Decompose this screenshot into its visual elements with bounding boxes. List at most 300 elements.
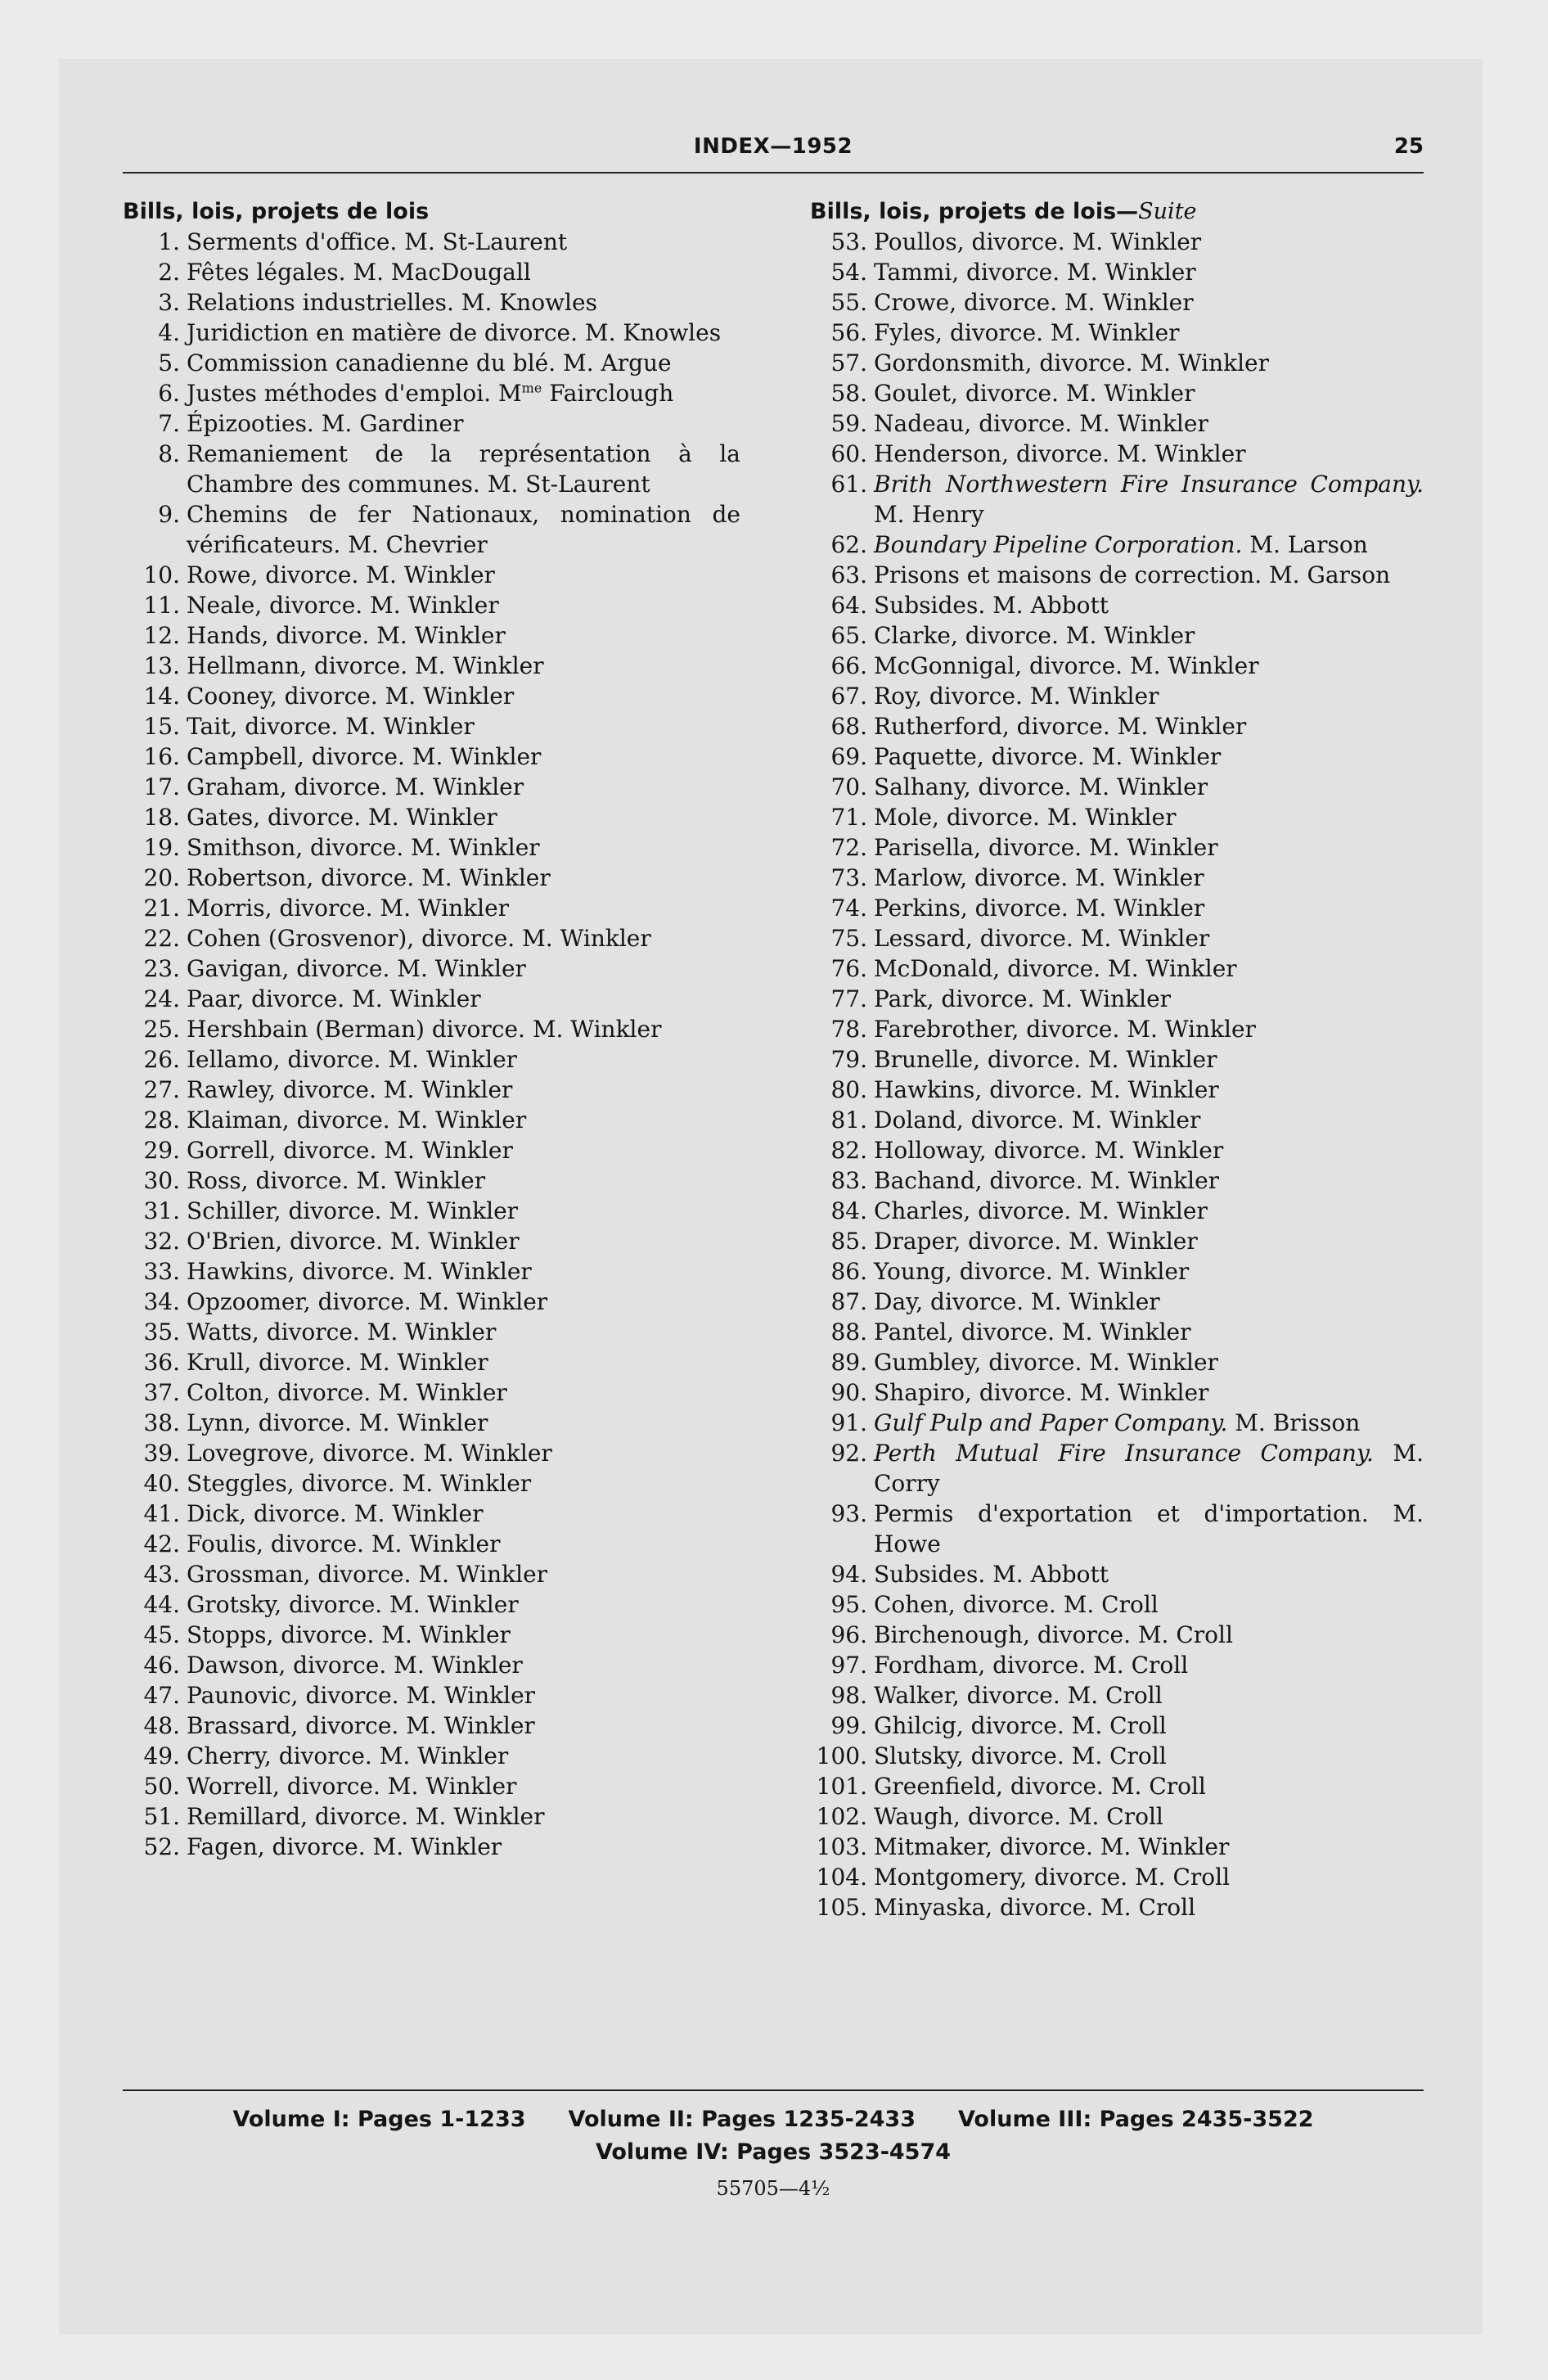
entry-text: Ghilcig, divorce. M. Croll — [874, 1712, 1167, 1739]
index-entry — [123, 1741, 740, 1771]
entry-number: 30. — [143, 1167, 180, 1194]
index-entry — [810, 1044, 1424, 1075]
entry-number: 88. — [830, 1318, 867, 1346]
entry-number: 68. — [830, 713, 867, 740]
entry-number: 62. — [830, 531, 867, 558]
index-entry — [810, 1287, 1424, 1317]
index-entry — [810, 923, 1424, 953]
index-entry — [123, 1650, 740, 1680]
index-entry — [810, 1680, 1424, 1711]
entry-number: 38. — [143, 1409, 180, 1436]
entry-text: Smithson, divorce. M. Winkler — [187, 834, 540, 861]
entry-text: Colton, divorce. M. Winkler — [187, 1379, 507, 1406]
entry-number: 15. — [143, 713, 180, 740]
index-entry — [123, 408, 740, 439]
entry-text: Subsides. M. Abbott — [874, 1561, 1109, 1588]
index-entry — [810, 530, 1424, 560]
entry-number: 99. — [830, 1712, 867, 1739]
index-entry — [810, 1620, 1424, 1650]
entry-text: Gumbley, divorce. M. Winkler — [874, 1349, 1218, 1376]
entry-number: 61. — [830, 471, 867, 498]
entry-number: 92. — [830, 1440, 867, 1467]
entry-number: 83. — [830, 1167, 867, 1194]
entry-text: Hellmann, divorce. M. Winkler — [187, 652, 544, 679]
entry-number: 86. — [830, 1258, 867, 1285]
entry-number: 3. — [158, 289, 180, 316]
entry-number: 89. — [830, 1349, 867, 1376]
entry-number: 13. — [143, 652, 180, 679]
entry-number: 41. — [143, 1500, 180, 1527]
entry-text: Marlow, divorce. M. Winkler — [874, 864, 1204, 891]
index-entry — [810, 560, 1424, 590]
entry-number: 19. — [143, 834, 180, 861]
entry-text: McGonnigal, divorce. M. Winkler — [874, 652, 1259, 679]
entry-number: 28. — [143, 1107, 180, 1134]
entry-text: Day, divorce. M. Winkler — [874, 1288, 1160, 1315]
index-entry — [810, 1226, 1424, 1256]
index-entry — [810, 681, 1424, 711]
entry-number: 97. — [830, 1652, 867, 1679]
entry-text: Parisella, divorce. M. Winkler — [874, 834, 1218, 861]
volume-3-pages: Volume III: Pages 2435-3522 — [958, 2107, 1314, 2132]
index-entry — [810, 1741, 1424, 1771]
index-entry — [123, 1347, 740, 1377]
entry-number: 102. — [816, 1803, 867, 1830]
index-entry — [810, 287, 1424, 318]
left-column-heading: Bills, lois, projets de lois — [123, 199, 430, 224]
index-entry — [123, 1468, 740, 1499]
index-entry — [123, 1256, 740, 1287]
entry-number: 84. — [830, 1197, 867, 1224]
index-entry — [123, 953, 740, 984]
left-column — [123, 196, 740, 1862]
index-entry — [810, 1438, 1424, 1499]
entry-text: Mitmaker, divorce. M. Winkler — [874, 1833, 1230, 1860]
entry-text: Commission canadienne du blé. M. Argue — [187, 349, 672, 376]
index-entry — [123, 499, 740, 560]
entry-number: 32. — [143, 1228, 180, 1255]
index-entry — [123, 1438, 740, 1468]
index-entry — [123, 681, 740, 711]
entry-number: 72. — [830, 834, 867, 861]
entry-number: 10. — [143, 561, 180, 588]
index-entry — [123, 560, 740, 590]
entry-text: Goulet, divorce. M. Winkler — [874, 380, 1195, 407]
volume-2-pages: Volume II: Pages 1235-2433 — [568, 2107, 916, 2132]
entry-number: 44. — [143, 1591, 180, 1618]
entry-number: 63. — [830, 561, 867, 588]
index-entry — [123, 1529, 740, 1559]
entry-text: Holloway, divorce. M. Winkler — [874, 1137, 1224, 1164]
right-entry-list — [810, 227, 1424, 1922]
index-entry — [123, 1832, 740, 1862]
entry-text: O'Brien, divorce. M. Winkler — [187, 1228, 520, 1255]
entry-text: Rutherford, divorce. M. Winkler — [874, 713, 1247, 740]
entry-number: 85. — [830, 1228, 867, 1255]
entry-text: Doland, divorce. M. Winkler — [874, 1107, 1201, 1134]
entry-text: Lynn, divorce. M. Winkler — [187, 1409, 488, 1436]
entry-text: Shapiro, divorce. M. Winkler — [874, 1379, 1209, 1406]
entry-text: Gordonsmith, divorce. M. Winkler — [874, 349, 1269, 376]
entry-number: 18. — [143, 804, 180, 831]
entry-sponsor: M. Corry — [874, 1440, 1424, 1497]
entry-title-italic: Gulf Pulp and Paper Company. — [874, 1409, 1228, 1436]
entry-text: Paunovic, divorce. M. Winkler — [187, 1682, 536, 1709]
entry-text: Dawson, divorce. M. Winkler — [187, 1652, 523, 1679]
entry-number: 14. — [143, 683, 180, 710]
index-entry — [123, 1801, 740, 1832]
entry-number: 76. — [830, 955, 867, 982]
index-entry — [123, 1075, 740, 1105]
entry-text: Neale, divorce. M. Winkler — [187, 592, 499, 619]
index-entry — [810, 1105, 1424, 1135]
entry-text: Gavigan, divorce. M. Winkler — [187, 955, 526, 982]
entry-number: 105. — [816, 1894, 867, 1921]
entry-number: 59. — [830, 410, 867, 437]
entry-title-italic: Boundary Pipeline Corporation. — [874, 531, 1243, 558]
index-entry — [123, 1680, 740, 1711]
entry-text: Schiller, divorce. M. Winkler — [187, 1197, 519, 1224]
entry-number: 47. — [143, 1682, 180, 1709]
index-entry — [810, 1196, 1424, 1226]
entry-text: Grotsky, divorce. M. Winkler — [187, 1591, 519, 1618]
entry-text: Hershbain (Berman) divorce. M. Winkler — [187, 1016, 662, 1043]
entry-number: 60. — [830, 440, 867, 467]
entry-number: 100. — [816, 1742, 867, 1769]
index-entry — [123, 1317, 740, 1347]
index-entry — [123, 711, 740, 741]
entry-text: Serments d'office. M. St-Laurent — [187, 228, 568, 255]
index-entry — [810, 469, 1424, 530]
index-entry — [123, 1559, 740, 1589]
entry-number: 64. — [830, 592, 867, 619]
index-entry — [810, 741, 1424, 772]
entry-text: Rawley, divorce. M. Winkler — [187, 1076, 513, 1103]
entry-text: Montgomery, divorce. M. Croll — [874, 1864, 1231, 1891]
entry-text: Subsides. M. Abbott — [874, 592, 1109, 619]
entry-number: 104. — [816, 1864, 867, 1891]
entry-text: Tammi, divorce. M. Winkler — [874, 259, 1196, 286]
entry-number: 26. — [143, 1046, 180, 1073]
entry-number: 91. — [830, 1409, 867, 1436]
entry-text: Henderson, divorce. M. Winkler — [874, 440, 1246, 467]
index-entry — [810, 348, 1424, 378]
entry-text: Mole, divorce. M. Winkler — [874, 804, 1177, 831]
entry-text: Walker, divorce. M. Croll — [874, 1682, 1163, 1709]
entry-number: 35. — [143, 1318, 180, 1346]
entry-text: Graham, divorce. M. Winkler — [187, 773, 524, 800]
entry-number: 31. — [143, 1197, 180, 1224]
index-entry — [810, 953, 1424, 984]
entry-number: 22. — [143, 925, 180, 952]
entry-text: Klaiman, divorce. M. Winkler — [187, 1107, 527, 1134]
index-entry — [123, 1014, 740, 1044]
entry-number: 8. — [158, 440, 180, 467]
index-entry — [123, 439, 740, 499]
entry-text: Cooney, divorce. M. Winkler — [187, 683, 515, 710]
index-entry — [810, 1862, 1424, 1892]
entry-number: 94. — [830, 1561, 867, 1588]
entry-number: 58. — [830, 380, 867, 407]
index-entry — [123, 1408, 740, 1438]
index-entry — [123, 1105, 740, 1135]
entry-text: Minyaska, divorce. M. Croll — [874, 1894, 1196, 1921]
entry-text: Justes méthodes d'emploi. M — [187, 380, 522, 407]
entry-text: Hands, divorce. M. Winkler — [187, 622, 506, 649]
entry-text: Paquette, divorce. M. Winkler — [874, 743, 1222, 770]
entry-superscript: me — [521, 380, 542, 396]
index-entry — [810, 893, 1424, 923]
entry-number: 51. — [143, 1803, 180, 1830]
index-entry — [123, 227, 740, 257]
entry-number: 54. — [830, 259, 867, 286]
entry-number: 49. — [143, 1742, 180, 1769]
page-title: INDEX—1952 — [693, 134, 853, 159]
entry-number: 77. — [830, 985, 867, 1012]
index-entry — [123, 923, 740, 953]
entry-text: Remaniement de la représentation à la Chambre des communes. M. St-Laurent — [187, 440, 740, 498]
entry-text: Krull, divorce. M. Winkler — [187, 1349, 488, 1376]
entry-text: Relations industrielles. M. Knowles — [187, 289, 597, 316]
entry-text: Cherry, divorce. M. Winkler — [187, 1742, 509, 1769]
entry-number: 43. — [143, 1561, 180, 1588]
entry-text: Young, divorce. M. Winkler — [874, 1258, 1190, 1285]
index-entry — [123, 1499, 740, 1529]
entry-text: Rowe, divorce. M. Winkler — [187, 561, 495, 588]
entry-text: Fyles, divorce. M. Winkler — [874, 319, 1180, 346]
entry-number: 70. — [830, 773, 867, 800]
entry-sponsor: M. Larson — [1242, 531, 1368, 558]
entry-text: Lovegrove, divorce. M. Winkler — [187, 1440, 552, 1467]
right-column-heading-suffix: Suite — [1138, 199, 1197, 224]
index-entry — [123, 318, 740, 348]
index-entry — [810, 802, 1424, 832]
entry-text: Pantel, divorce. M. Winkler — [874, 1318, 1191, 1346]
entry-text: Paar, divorce. M. Winkler — [187, 985, 481, 1012]
volume-1-pages: Volume I: Pages 1-1233 — [232, 2107, 526, 2132]
entry-text: Fordham, divorce. M. Croll — [874, 1652, 1189, 1679]
index-entry — [123, 1589, 740, 1620]
entry-number: 50. — [143, 1773, 180, 1800]
index-entry — [810, 439, 1424, 469]
index-entry — [123, 1135, 740, 1165]
index-entry — [123, 1620, 740, 1650]
entry-text: Gates, divorce. M. Winkler — [187, 804, 497, 831]
entry-number: 57. — [830, 349, 867, 376]
index-entry — [810, 1832, 1424, 1862]
index-entry — [123, 1377, 740, 1408]
entry-number: 98. — [830, 1682, 867, 1709]
entry-text: McDonald, divorce. M. Winkler — [874, 955, 1237, 982]
volume-4-pages: Volume IV: Pages 3523-4574 — [595, 2139, 952, 2165]
entry-text: Steggles, divorce. M. Winkler — [187, 1470, 532, 1497]
entry-number: 16. — [143, 743, 180, 770]
index-entry — [123, 590, 740, 620]
entry-text: Salhany, divorce. M. Winkler — [874, 773, 1208, 800]
entry-text: Waugh, divorce. M. Croll — [874, 1803, 1163, 1830]
entry-number: 73. — [830, 864, 867, 891]
entry-number: 1. — [158, 228, 180, 255]
entry-text: Greenfield, divorce. M. Croll — [874, 1773, 1206, 1800]
index-entry — [810, 863, 1424, 893]
index-entry — [123, 348, 740, 378]
index-entry — [810, 1499, 1424, 1559]
index-entry — [123, 1771, 740, 1801]
index-entry — [810, 227, 1424, 257]
entry-number: 52. — [143, 1833, 180, 1860]
entry-number: 69. — [830, 743, 867, 770]
entry-number: 103. — [816, 1833, 867, 1860]
index-entry — [123, 741, 740, 772]
index-entry — [123, 1287, 740, 1317]
entry-text: Nadeau, divorce. M. Winkler — [874, 410, 1208, 437]
index-entry — [810, 1892, 1424, 1922]
entry-text: Ross, divorce. M. Winkler — [187, 1167, 486, 1194]
index-entry — [810, 318, 1424, 348]
entry-number: 9. — [158, 501, 180, 528]
index-entry — [123, 863, 740, 893]
entry-text: Brunelle, divorce. M. Winkler — [874, 1046, 1217, 1073]
entry-number: 93. — [830, 1500, 867, 1527]
right-column-heading — [810, 196, 1424, 227]
index-entry — [123, 287, 740, 318]
entry-number: 45. — [143, 1621, 180, 1648]
entry-number: 23. — [143, 955, 180, 982]
index-entry — [810, 832, 1424, 863]
entry-text: Chemins de fer Nationaux, nomination de vérificateurs. M. Chevrier — [187, 501, 740, 558]
entry-number: 7. — [158, 410, 180, 437]
index-entry — [810, 1771, 1424, 1801]
entry-number: 96. — [830, 1621, 867, 1648]
index-entry — [123, 893, 740, 923]
entry-number: 81. — [830, 1107, 867, 1134]
entry-number: 21. — [143, 895, 180, 922]
entry-text: Fêtes légales. M. MacDougall — [187, 259, 531, 286]
index-entry — [123, 1226, 740, 1256]
entry-text: Crowe, divorce. M. Winkler — [874, 289, 1194, 316]
entry-number: 66. — [830, 652, 867, 679]
entry-text: Birchenough, divorce. M. Croll — [874, 1621, 1233, 1648]
entry-text: Worrell, divorce. M. Winkler — [187, 1773, 517, 1800]
entry-number: 40. — [143, 1470, 180, 1497]
entry-number: 87. — [830, 1288, 867, 1315]
entry-number: 95. — [830, 1591, 867, 1618]
index-entry — [810, 1075, 1424, 1105]
index-entry — [810, 1801, 1424, 1832]
entry-number: 39. — [143, 1440, 180, 1467]
entry-text: Permis d'exportation et d'importation. M. Howe — [874, 1500, 1424, 1557]
index-entry — [810, 984, 1424, 1014]
index-entry — [810, 1650, 1424, 1680]
index-entry — [123, 772, 740, 802]
entry-text: Perkins, divorce. M. Winkler — [874, 895, 1205, 922]
entry-text: Stopps, divorce. M. Winkler — [187, 1621, 511, 1648]
entry-number: 11. — [143, 592, 180, 619]
right-column-heading-text: Bills, lois, projets de lois— — [810, 199, 1139, 224]
entry-text: Grossman, divorce. M. Winkler — [187, 1561, 548, 1588]
index-entry — [810, 1408, 1424, 1438]
entry-text: Hawkins, divorce. M. Winkler — [187, 1258, 532, 1285]
entry-number: 29. — [143, 1137, 180, 1164]
entry-number: 48. — [143, 1712, 180, 1739]
entry-text: Prisons et maisons de correction. M. Garson — [874, 561, 1391, 588]
entry-number: 37. — [143, 1379, 180, 1406]
entry-text: Watts, divorce. M. Winkler — [187, 1318, 497, 1346]
index-entry — [123, 984, 740, 1014]
entry-number: 65. — [830, 622, 867, 649]
index-entry — [810, 1135, 1424, 1165]
index-entry — [810, 1256, 1424, 1287]
entry-number: 12. — [143, 622, 180, 649]
entry-number: 2. — [158, 259, 180, 286]
entry-title-italic: Perth Mutual Fire Insurance Company. — [874, 1440, 1374, 1467]
entry-number: 27. — [143, 1076, 180, 1103]
entry-text: Foulis, divorce. M. Winkler — [187, 1530, 501, 1557]
volume-index — [123, 2103, 1424, 2169]
left-entry-list — [123, 227, 740, 1862]
index-entry — [123, 620, 740, 651]
page-number: 25 — [1393, 134, 1424, 159]
entry-text: Draper, divorce. M. Winkler — [874, 1228, 1198, 1255]
entry-number: 74. — [830, 895, 867, 922]
index-entry — [123, 1044, 740, 1075]
entry-text: Iellamo, divorce. M. Winkler — [187, 1046, 518, 1073]
index-entry — [810, 1559, 1424, 1589]
print-code: 55705—4½ — [716, 2177, 830, 2200]
index-entry — [810, 1165, 1424, 1196]
entry-text: Robertson, divorce. M. Winkler — [187, 864, 551, 891]
entry-number: 42. — [143, 1530, 180, 1557]
entry-number: 55. — [830, 289, 867, 316]
entry-number: 20. — [143, 864, 180, 891]
entry-text-continued: Fairclough — [542, 380, 674, 407]
entry-number: 6. — [158, 380, 180, 407]
index-entry — [810, 590, 1424, 620]
index-entry — [123, 378, 740, 408]
entry-sponsor: M. Henry — [874, 501, 984, 528]
entry-number: 24. — [143, 985, 180, 1012]
entry-text: Juridiction en matière de divorce. M. Knowles — [187, 319, 722, 346]
entry-number: 25. — [143, 1016, 180, 1043]
index-entry — [810, 1377, 1424, 1408]
entry-number: 80. — [830, 1076, 867, 1103]
entry-text: Roy, divorce. M. Winkler — [874, 683, 1159, 710]
entry-text: Cohen (Grosvenor), divorce. M. Winkler — [187, 925, 651, 952]
entry-number: 71. — [830, 804, 867, 831]
entry-text: Poullos, divorce. M. Winkler — [874, 228, 1202, 255]
index-entry — [810, 651, 1424, 681]
entry-number: 53. — [830, 228, 867, 255]
entry-number: 36. — [143, 1349, 180, 1376]
index-entry — [810, 408, 1424, 439]
entry-number: 101. — [816, 1773, 867, 1800]
index-entry — [123, 257, 740, 287]
entry-number: 34. — [143, 1288, 180, 1315]
index-entry — [123, 651, 740, 681]
entry-title-italic: Brith Northwestern Fire Insurance Company. — [874, 471, 1424, 498]
entry-text: Épizooties. M. Gardiner — [187, 410, 464, 437]
entry-text: Dick, divorce. M. Winkler — [187, 1500, 484, 1527]
running-head — [123, 129, 1424, 174]
entry-text: Farebrother, divorce. M. Winkler — [874, 1016, 1256, 1043]
entry-text: Opzoomer, divorce. M. Winkler — [187, 1288, 548, 1315]
entry-number: 56. — [830, 319, 867, 346]
entry-sponsor: M. Brisson — [1227, 1409, 1361, 1436]
right-column — [810, 196, 1424, 1922]
entry-text: Remillard, divorce. M. Winkler — [187, 1803, 545, 1830]
entry-text: Slutsky, divorce. M. Croll — [874, 1742, 1167, 1769]
index-entry — [810, 378, 1424, 408]
